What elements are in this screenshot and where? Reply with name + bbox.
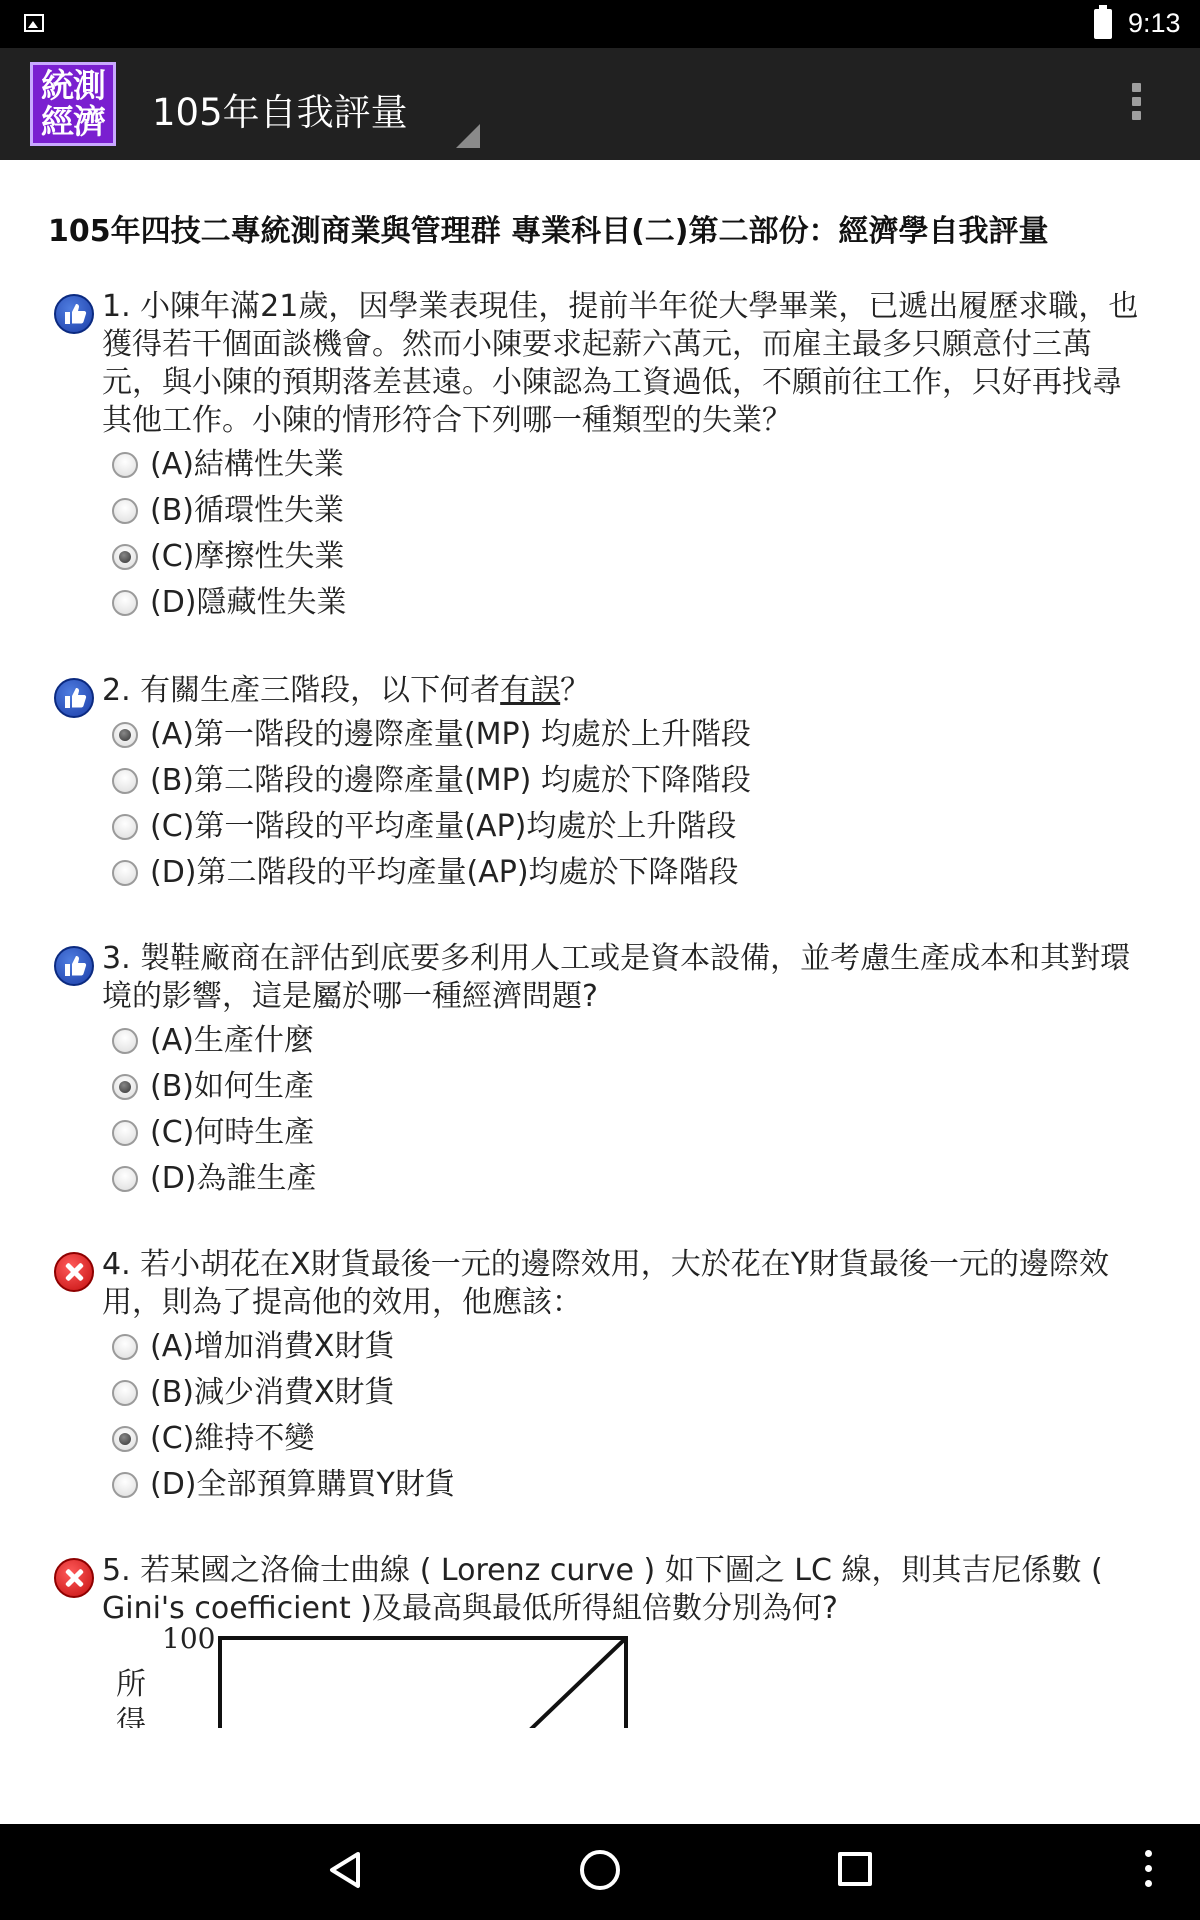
spinner-dropdown-icon[interactable] (456, 124, 480, 148)
radio-button[interactable] (112, 1472, 138, 1498)
exam-spinner-title[interactable]: 105年自我評量 (152, 91, 408, 134)
option-c[interactable] (112, 534, 1144, 580)
logo-line-1: 統測 (41, 66, 105, 105)
action-bar (0, 48, 1200, 160)
question-2 (54, 672, 1144, 896)
question-text: 4. 若小胡花在X財貨最後一元的邊際效用，大於花在Y財貨最後一元的邊際效用，則為了提高他的效用，他應該： (102, 1247, 1110, 1320)
option-d[interactable] (112, 1462, 1144, 1508)
radio-button[interactable] (112, 860, 138, 886)
option-label: (D)全部預算購買Y財貨 (150, 1467, 455, 1502)
app-logo[interactable] (30, 62, 116, 146)
menu-dot-icon (1145, 1850, 1152, 1857)
question-text-part: ？ (560, 673, 591, 708)
overflow-menu-button[interactable] (1120, 78, 1152, 130)
page-title: 105年四技二專統測商業與管理群 專業科目(二)第二部份：經濟學自我評量 (48, 214, 1049, 249)
option-b[interactable] (112, 488, 1144, 534)
option-label: (A)結構性失業 (150, 447, 344, 482)
option-label: (B)第二階段的邊際產量(MP) 均處於下降階段 (150, 763, 751, 798)
option-label: (C)第一階段的平均產量(AP)均處於上升階段 (150, 809, 737, 844)
option-a[interactable] (112, 1018, 1144, 1064)
radio-button[interactable] (112, 1380, 138, 1406)
overflow-dot-icon (1132, 111, 1141, 120)
option-label: (D)為誰生產 (150, 1161, 317, 1196)
radio-button[interactable] (112, 590, 138, 616)
back-icon[interactable] (326, 1850, 362, 1890)
y-axis-label-char: 得 (116, 1705, 146, 1740)
option-label: (B)如何生產 (150, 1069, 314, 1104)
option-d[interactable] (112, 1156, 1144, 1202)
radio-button[interactable] (112, 1334, 138, 1360)
battery-icon (1094, 9, 1112, 39)
question-text: 5. 若某國之洛倫士曲線 ( Lorenz curve ) 如下圖之 LC 線，則其吉尼係數 ( Gini's coefficient )及最高與最低所得組倍數分別為何? (102, 1553, 1103, 1626)
question-text-part: 2. 有關生產三階段，以下何者 (102, 673, 501, 708)
option-label: (D)第二階段的平均產量(AP)均處於下降階段 (150, 855, 739, 890)
option-c[interactable] (112, 804, 1144, 850)
y-axis-label-char: 所 (116, 1667, 146, 1702)
option-c[interactable] (112, 1416, 1144, 1462)
question-text (102, 672, 1144, 710)
question-5 (54, 1552, 1144, 1628)
radio-button-selected[interactable] (112, 1426, 138, 1452)
question-text: 1. 小陳年滿21歲，因學業表現佳，提前半年從大學畢業，已遞出履歷求職，也獲得若干個面談機會。然而小陳要求起薪六萬元，而雇主最多只願意付三萬元，與小陳的預期落差甚遠。小陳認為工資過低，不願前往工作，只好再找尋其他工作。小陳的情形符合下列哪一種類型的失業？ (102, 289, 1139, 438)
option-d[interactable] (112, 580, 1144, 626)
radio-button[interactable] (112, 814, 138, 840)
image-notification-icon (24, 14, 44, 32)
overflow-dot-icon (1132, 83, 1141, 92)
quiz-content[interactable] (0, 160, 1200, 1740)
wrong-answer-icon (54, 1558, 94, 1598)
option-label: (A)生產什麼 (150, 1023, 314, 1058)
menu-dot-icon (1145, 1865, 1152, 1872)
status-bar (0, 0, 1200, 48)
option-label: (C)摩擦性失業 (150, 539, 345, 574)
figure-box (220, 1638, 626, 1728)
option-label: (A)第一階段的邊際產量(MP) 均處於上升階段 (150, 717, 751, 752)
home-icon[interactable] (580, 1850, 620, 1890)
logo-line-2: 經濟 (41, 102, 105, 141)
radio-button-selected[interactable] (112, 544, 138, 570)
option-label: (C)何時生產 (150, 1115, 315, 1150)
thumbs-up-icon (54, 294, 94, 334)
radio-button[interactable] (112, 768, 138, 794)
radio-button[interactable] (112, 1028, 138, 1054)
option-b[interactable] (112, 1064, 1144, 1110)
menu-dot-icon (1145, 1880, 1152, 1887)
radio-button-selected[interactable] (112, 722, 138, 748)
question-text-emphasis: 有誤 (500, 673, 561, 708)
option-a[interactable] (112, 712, 1144, 758)
equality-line (530, 1638, 626, 1728)
thumbs-up-icon (54, 946, 94, 986)
option-label: (D)隱藏性失業 (150, 585, 347, 620)
question-text: 3. 製鞋廠商在評估到底要多利用人工或是資本設備，並考慮生產成本和其對環境的影響，這是屬於哪一種經濟問題? (102, 941, 1131, 1014)
option-label: (A)增加消費X財貨 (150, 1329, 395, 1364)
option-b[interactable] (112, 1370, 1144, 1416)
option-b[interactable] (112, 758, 1144, 804)
option-d[interactable] (112, 850, 1144, 896)
nav-menu-button[interactable] (1142, 1850, 1154, 1894)
navigation-bar (0, 1824, 1200, 1920)
wrong-answer-icon (54, 1252, 94, 1292)
radio-button-selected[interactable] (112, 1074, 138, 1100)
radio-button[interactable] (112, 452, 138, 478)
overflow-dot-icon (1132, 97, 1141, 106)
question-3 (54, 940, 1144, 1202)
question-1 (54, 288, 1144, 626)
option-label: (B)減少消費X財貨 (150, 1375, 395, 1410)
axis-max-label: 100 (162, 1622, 216, 1655)
recent-apps-icon[interactable] (838, 1852, 872, 1886)
question-4 (54, 1246, 1144, 1508)
radio-button[interactable] (112, 1120, 138, 1146)
option-a[interactable] (112, 442, 1144, 488)
option-label: (B)循環性失業 (150, 493, 344, 528)
radio-button[interactable] (112, 1166, 138, 1192)
status-time: 9:13 (1128, 8, 1181, 38)
thumbs-up-icon (54, 678, 94, 718)
lorenz-curve-figure (110, 1620, 650, 1740)
option-label: (C)維持不變 (150, 1421, 315, 1456)
option-c[interactable] (112, 1110, 1144, 1156)
option-a[interactable] (112, 1324, 1144, 1370)
radio-button[interactable] (112, 498, 138, 524)
